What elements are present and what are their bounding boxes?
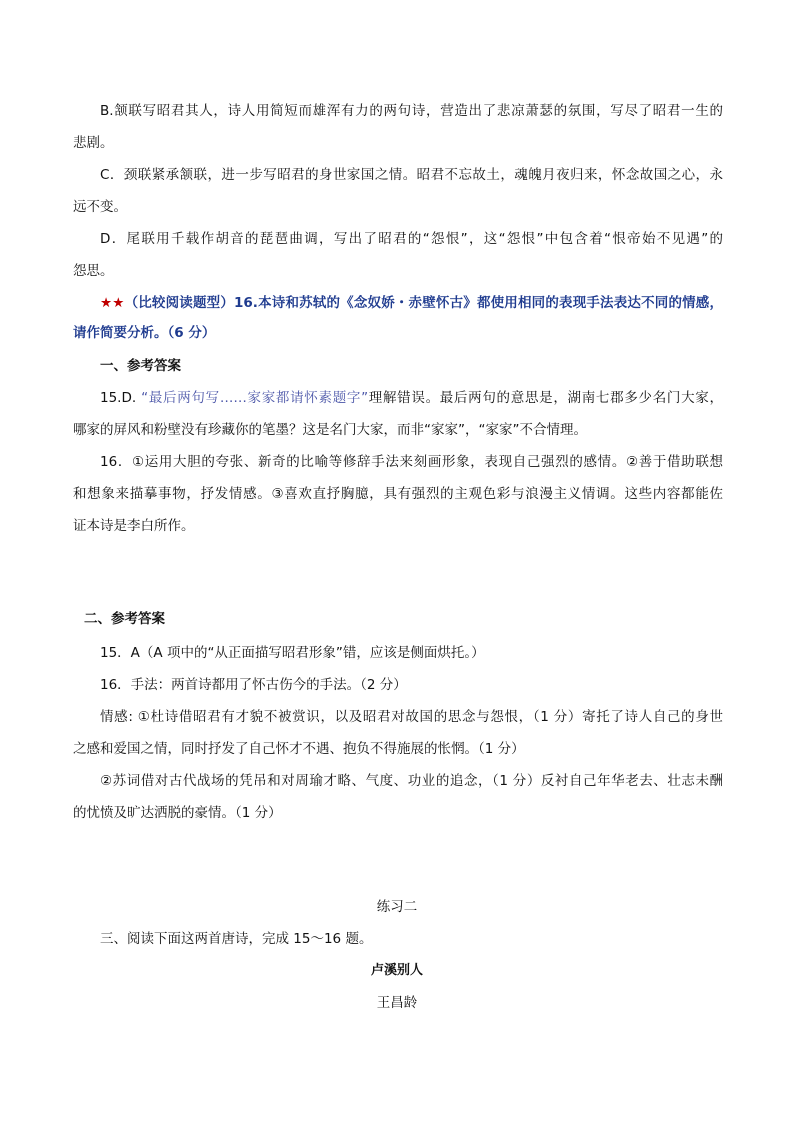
- option-c-line-2: 远不变。: [73, 199, 127, 215]
- option-d-line-1: D．尾联用千载作胡音的琵琶曲调，写出了昭君的“怨恨”，这“怨恨”中包含着“恨帝始不见遇”的: [100, 231, 723, 247]
- answer-two-emotion-line-3: ②苏词借对古代战场的凭吊和对周瑜才略、气度、功业的追念，（1 分）反衬自己年华老去、壮志未酬: [100, 773, 723, 789]
- answer-two-15: 15．A（A 项中的“从正面描写昭君形象”错，应该是侧面烘托。）: [100, 645, 485, 661]
- answer-two-emotion-line-1: 情感: ①杜诗借昭君有才貌不被赏识，以及昭君对故国的思念与怨恨，（1 分）寄托了诗人自己的身世: [100, 709, 723, 725]
- question-16-text: 16.本诗和苏轼的《念奴娇・赤壁怀古》都使用相同的表现手法表达不同的情感，: [234, 295, 723, 311]
- question-16-line-1: [100, 293, 723, 313]
- exercise-two-instruction: 三、阅读下面这两首唐诗，完成 15～16 题。: [100, 931, 373, 947]
- answer-one-16-line-1: 16．①运用大胆的夸张、新奇的比喻等修辞手法来刻画形象，表现自己强烈的感情。②善于借助联想: [100, 454, 723, 470]
- option-d-line-2: 怨思。: [73, 263, 114, 279]
- exercise-two-title: 练习二: [376, 899, 418, 915]
- difficulty-stars: ★★: [100, 295, 125, 311]
- answer-two-emotion-line-2: 之感和爱国之情，同时抒发了自己怀才不遇、抱负不得施展的怅惘。（1 分）: [73, 741, 525, 757]
- option-c-line-1: C．颈联紧承颔联，进一步写昭君的身世家国之情。昭君不忘故土，魂魄月夜归来，怀念故国之心，永: [100, 167, 723, 183]
- answers-two-heading: 二、参考答案: [84, 611, 165, 627]
- option-b-line-1: B.颔联写昭君其人，诗人用简短而雄浑有力的两句诗，营造出了悲凉萧瑟的氛围，写尽了昭君一生的: [100, 103, 723, 119]
- question-16-line-2: 请作简要分析。（6 分）: [73, 325, 216, 341]
- answer-15-quote: “最后两句写……家家都请怀素题字”: [141, 390, 369, 406]
- answer-two-16-method: 16．手法：两首诗都用了怀古伤今的手法。（2 分）: [100, 677, 407, 693]
- answer-one-15-line-1: [100, 388, 723, 408]
- poem-title: 卢溪别人: [370, 963, 423, 978]
- answer-one-16-line-2: 和想象来描摹事物，抒发情感。③喜欢直抒胸臆，具有强烈的主观色彩与浪漫主义情调。这些内容都能佐: [73, 486, 723, 502]
- answers-one-heading: 一、参考答案: [100, 358, 181, 374]
- answer-15-rest: 理解错误。最后两句的意思是，湖南七郡多少名门大家，: [368, 390, 723, 406]
- answer-15-prefix: 15.D.: [100, 390, 142, 406]
- answer-two-emotion-line-4: 的忧愤及旷达洒脱的豪情。（1 分）: [73, 805, 282, 821]
- option-b-line-2: 悲剧。: [73, 135, 114, 151]
- answer-one-16-line-3: 证本诗是李白所作。: [73, 518, 195, 534]
- answer-one-15-line-2: 哪家的屏风和粉壁没有珍藏你的笔墨？这是名门大家，而非“家家”，“家家”不合情理。: [73, 422, 587, 438]
- poem-author: 王昌龄: [376, 995, 418, 1011]
- question-type-tag: （比较阅读题型）: [124, 295, 234, 311]
